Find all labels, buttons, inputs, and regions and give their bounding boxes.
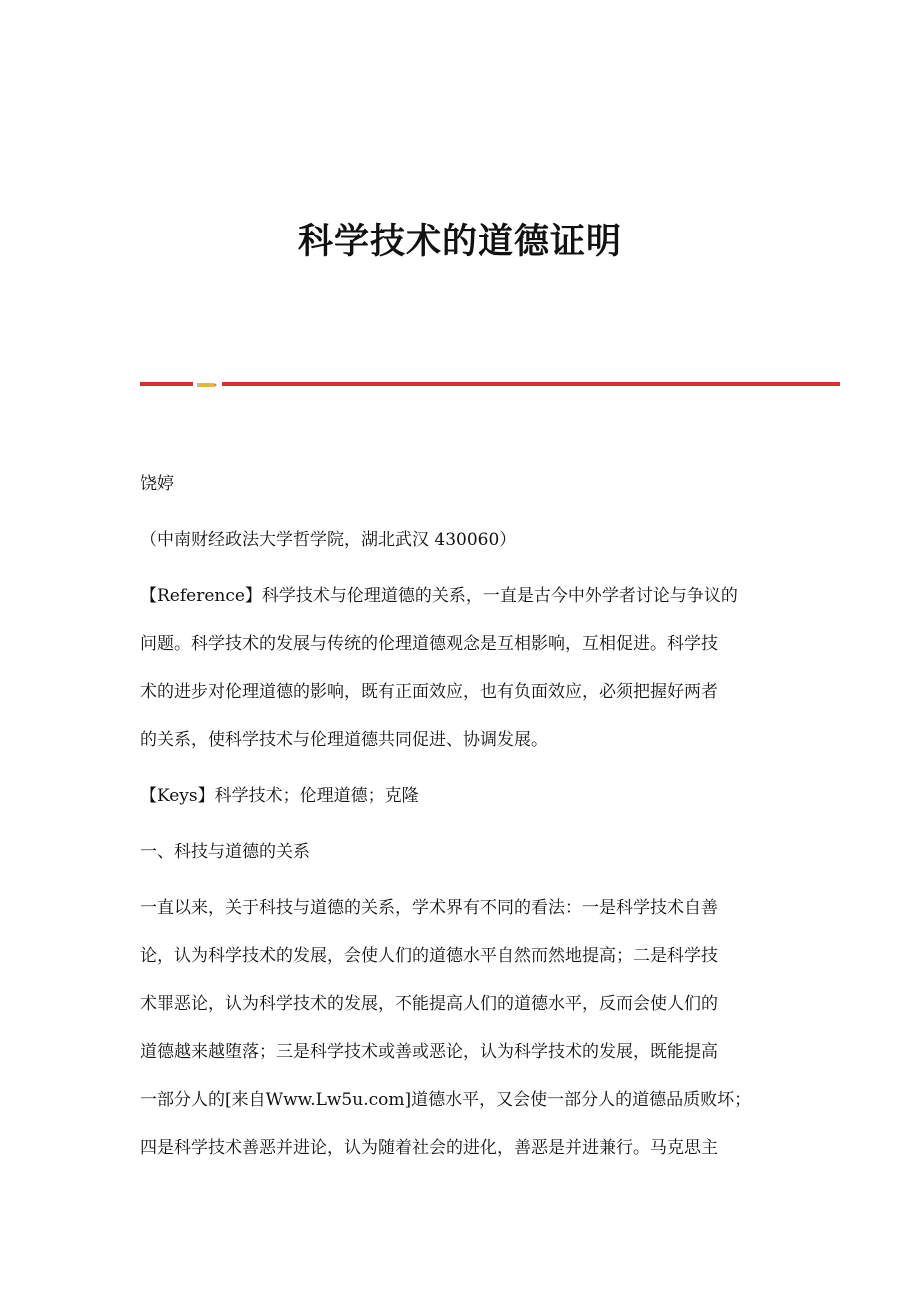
title-divider <box>140 380 840 388</box>
pen-icon <box>197 382 217 388</box>
body-line: 四是科学技术善恶并进论，认为随着社会的进化，善恶是并进兼行。马克思主 <box>140 1138 718 1158</box>
keywords-line: 【Keys】科学技术；伦理道德；克隆 <box>140 786 419 806</box>
abstract-line: 术的进步对伦理道德的影响，既有正面效应，也有负面效应，必须把握好两者 <box>140 682 718 702</box>
section-heading: 一、科技与道德的关系 <box>140 842 310 862</box>
body-line: 一直以来，关于科技与道德的关系，学术界有不同的看法：一是科学技术自善 <box>140 898 718 918</box>
abstract-line: 【Reference】科学技术与伦理道德的关系，一直是古今中外学者讨论与争议的 <box>140 586 738 606</box>
author-affiliation: （中南财经政法大学哲学院，湖北武汉 430060） <box>140 530 517 550</box>
body-line: 道德越来越堕落；三是科学技术或善或恶论，认为科学技术的发展，既能提高 <box>140 1042 718 1062</box>
divider-bar-right <box>222 382 840 386</box>
document-title: 科学技术的道德证明 <box>297 221 622 262</box>
body-line: 一部分人的[来自Www.Lw5u.com]道德水平，又会使一部分人的道德品质败坏； <box>140 1090 752 1110</box>
abstract-line: 问题。科学技术的发展与传统的伦理道德观念是互相影响，互相促进。科学技 <box>140 634 718 654</box>
body-line: 论，认为科学技术的发展，会使人们的道德水平自然而然地提高；二是科学技 <box>140 946 718 966</box>
author-name: 饶婷 <box>140 474 174 494</box>
abstract-line: 的关系，使科学技术与伦理道德共同促进、协调发展。 <box>140 730 548 750</box>
body-line: 术罪恶论，认为科学技术的发展，不能提高人们的道德水平，反而会使人们的 <box>140 994 718 1014</box>
divider-bar-left <box>140 382 193 386</box>
